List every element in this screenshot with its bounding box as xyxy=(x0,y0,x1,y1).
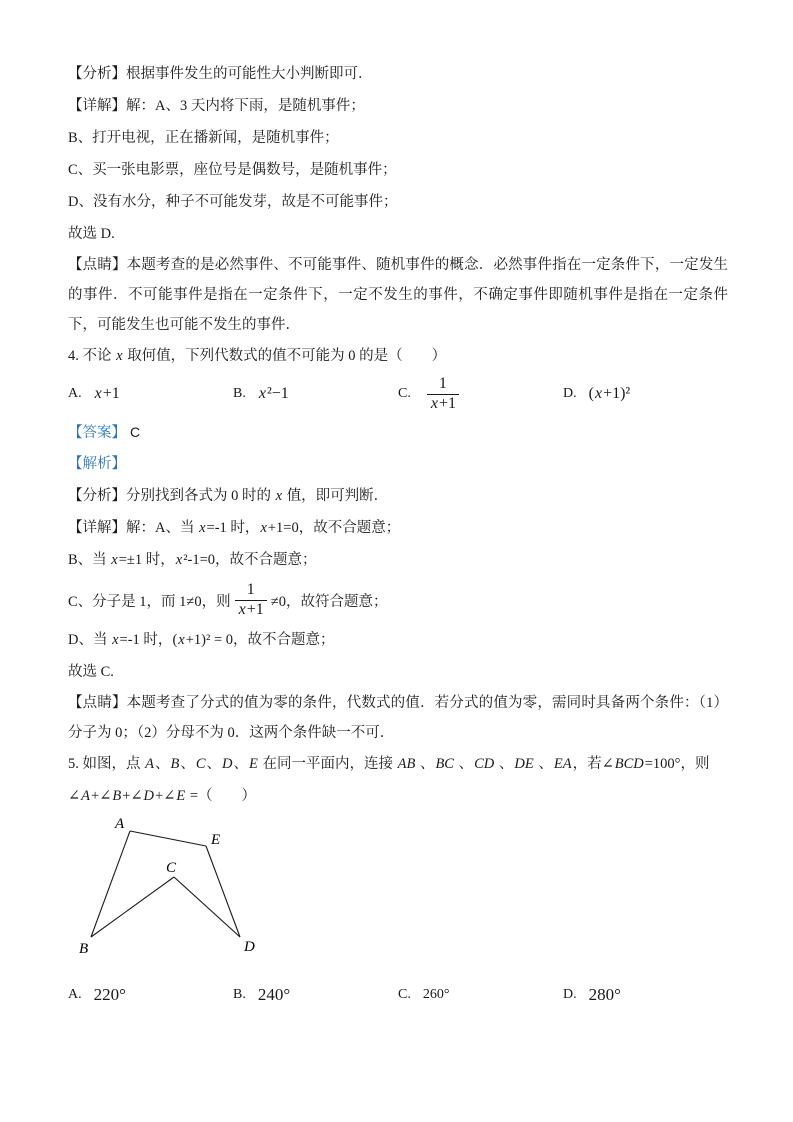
q3-detail-line-c: C、买一张电影票，座位号是偶数号，是随机事件； xyxy=(68,162,397,178)
q4-option-c xyxy=(398,375,563,413)
q5-pentagon-figure xyxy=(68,812,278,964)
q3-detail-line-b: B、打开电视，正在播新闻，是随机事件； xyxy=(68,130,339,146)
q5-stem-line2: ∠A+∠B+∠D+∠E =（ ） xyxy=(68,788,257,804)
figure-label-a: A xyxy=(115,816,125,832)
q5-options-row xyxy=(68,978,728,1012)
figure-label-e: E xyxy=(211,832,221,848)
q5-option-b-label: B. xyxy=(233,987,246,1002)
q5-figure-container xyxy=(68,812,278,964)
q5-stem-line1: 5. 如图，点 A、B、C、D、E 在同一平面内，连接 AB 、BC 、CD 、DE 、EA，若∠BCD=100°，则 xyxy=(68,756,710,772)
q4-option-a-formula: x+1 xyxy=(94,385,120,402)
q4-detail-c-fraction xyxy=(235,581,267,619)
q4-answer-value: C xyxy=(130,424,141,440)
q4-answer-label: 【答案】 xyxy=(68,425,126,441)
q4-explain-line xyxy=(68,448,728,480)
edge-AE xyxy=(130,831,206,846)
q4-option-c-fraction xyxy=(427,375,459,413)
q5-option-a-value: 220° xyxy=(93,985,126,1004)
q5-option-b-value: 240° xyxy=(257,985,291,1004)
q4-option-a-label: A. xyxy=(68,386,82,401)
q4-option-b-label: B. xyxy=(233,386,246,401)
q4-detail-c-numerator: 1 xyxy=(246,581,255,599)
edge-BC xyxy=(91,877,174,937)
q4-option-b xyxy=(233,385,398,403)
q5-option-d xyxy=(563,985,726,1005)
q4-option-c-label: C. xyxy=(398,386,411,401)
figure-label-b: B xyxy=(79,941,89,957)
q4-comment-paragraph: 【点睛】本题考查了分式的值为零的条件，代数式的值．若分式的值为零，需同时具备两个条件：（1）分子为 0；（2）分母不为 0．这两个条件缺一不可． xyxy=(68,695,728,741)
q5-option-b xyxy=(233,985,398,1005)
edge-AB xyxy=(91,831,130,937)
q4-options-row xyxy=(68,372,728,416)
q4-detail-c-pre: C、分子是 1，而 1≠0，则 xyxy=(68,593,231,610)
q4-detail-c-post: ≠0，故符合题意； xyxy=(270,593,388,610)
q4-option-d-label: D. xyxy=(563,386,577,401)
q4-answer-line xyxy=(68,416,728,448)
q3-detail-line-d: D、没有水分，种子不可能发芽，故是不可能事件； xyxy=(68,194,398,210)
q4-conclusion-line: 故选 C. xyxy=(68,664,114,680)
q5-option-c-label: C. xyxy=(398,987,411,1002)
q4-detail-c-denominator: x+1 xyxy=(235,600,267,619)
q3-analysis-line: 【分析】根据事件发生的可能性大小判断即可． xyxy=(68,66,373,82)
q4-option-c-numerator: 1 xyxy=(438,375,447,393)
q5-option-c-value: 260° xyxy=(422,987,450,1002)
document-content xyxy=(68,58,728,1012)
q5-option-a xyxy=(68,985,233,1005)
q4-option-a xyxy=(68,385,233,403)
q4-detail-line-a: 【详解】解：A、当 x=-1 时，x+1=0，故不合题意； xyxy=(68,520,401,536)
q4-option-d xyxy=(563,385,726,403)
q4-option-b-formula: x²−1 xyxy=(258,385,289,402)
q5-option-d-label: D. xyxy=(563,987,577,1002)
q3-comment-paragraph: 【点睛】本题考查的是必然事件、不可能事件、随机事件的概念．必然事件指在一定条件下，一定发生的事件．不可能事件是指在一定条件下，一定不发生的事件，不确定事件即随机事件是指在一定条件下，可能发生也可能不发生的事件． xyxy=(68,257,728,333)
figure-label-c: C xyxy=(166,860,177,876)
q4-option-d-formula: (x+1)² xyxy=(588,385,631,402)
q4-analysis-line: 【分析】分别找到各式为 0 时的 x 值，即可判断． xyxy=(68,488,389,504)
q4-explain-label: 【解析】 xyxy=(68,456,126,472)
q4-stem: 4. 不论 x 取何值，下列代数式的值不可能为 0 的是（ ） xyxy=(68,348,447,364)
figure-label-d: D xyxy=(244,939,255,955)
edge-ED xyxy=(206,846,240,937)
q4-detail-line-b: B、当 x=±1 时，x²-1=0，故不合题意； xyxy=(68,552,317,568)
q3-conclusion-line: 故选 D. xyxy=(68,226,115,242)
q5-option-c xyxy=(398,987,563,1003)
edge-CD xyxy=(174,877,240,937)
q4-detail-line-c xyxy=(68,576,728,624)
q5-option-a-label: A. xyxy=(68,987,82,1002)
q4-detail-line-d: D、当 x=-1 时，(x+1)² = 0，故不合题意； xyxy=(68,632,335,648)
q4-option-c-denominator: x+1 xyxy=(427,394,459,413)
q3-detail-line-a: 【详解】解：A、3 天内将下雨，是随机事件； xyxy=(68,98,365,114)
q5-option-d-value: 280° xyxy=(588,985,621,1004)
